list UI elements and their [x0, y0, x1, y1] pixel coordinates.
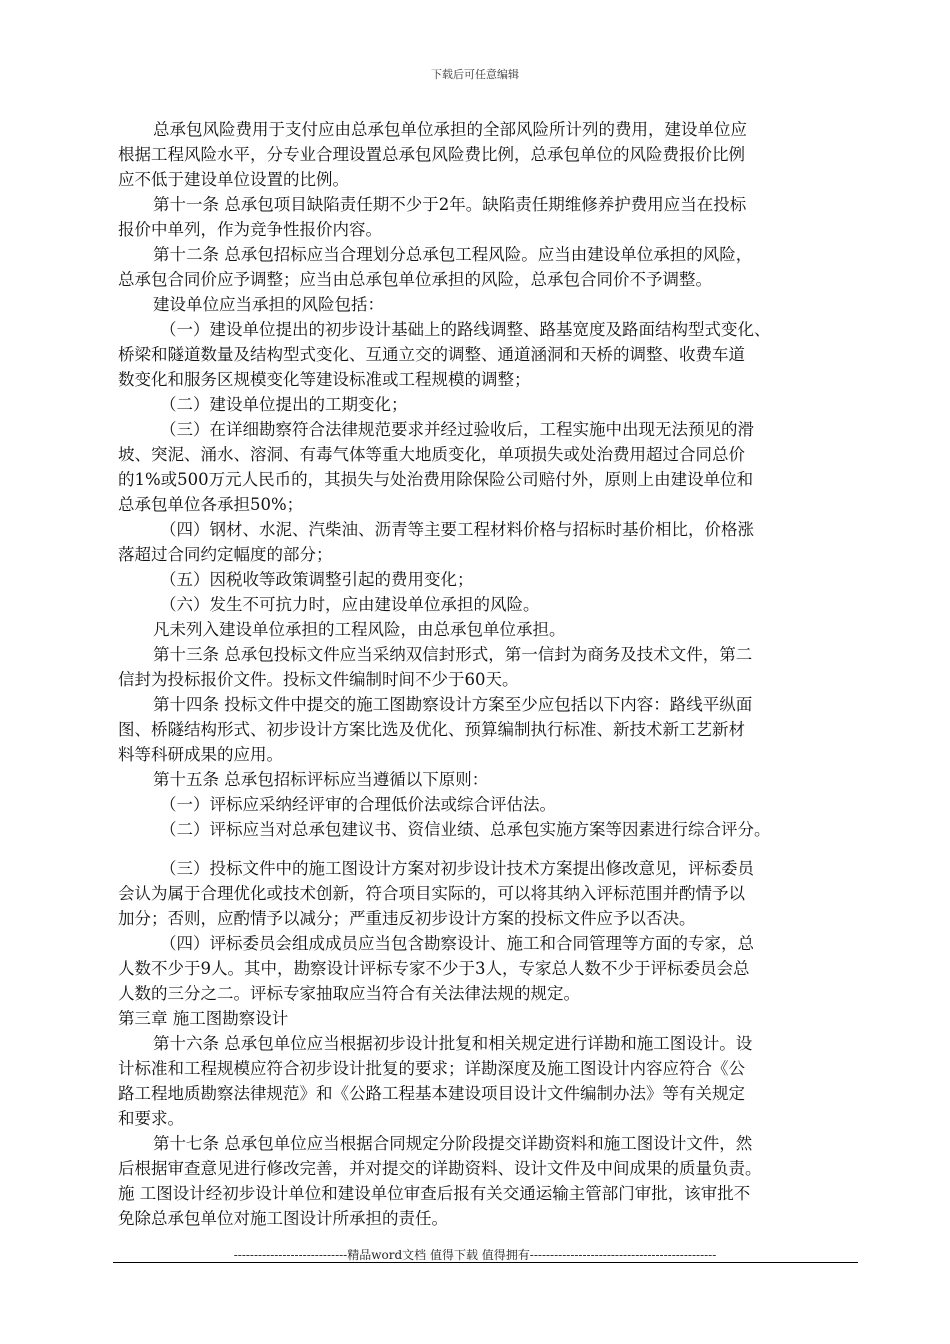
text-line: 图、桥隧结构形式、初步设计方案比选及优化、预算编制执行标准、新技术新工艺新材 — [118, 720, 745, 739]
text-line: 应不低于建设单位设置的比例。 — [118, 170, 349, 189]
text-line: 人数的三分之二。评标专家抽取应当符合有关法律法规的规定。 — [118, 984, 580, 1003]
text-line: 信封为投标报价文件。投标文件编制时间不少于60天。 — [118, 670, 519, 689]
page-footer: ----------------------------精品word文档 值得下载 值得拥有---------------------------------------------- — [233, 1248, 717, 1262]
text-line: 第十七条 总承包单位应当根据合同规定分阶段提交详勘资料和施工图设计文件，然 — [153, 1134, 753, 1153]
text-line: 路工程地质勘察法律规范》和《公路工程基本建设项目设计文件编制办法》等有关规定 — [118, 1084, 745, 1103]
text-line: 建设单位应当承担的风险包括： — [153, 295, 384, 314]
paragraph-gap — [118, 842, 858, 856]
text-line: （三）在详细勘察符合法律规范要求并经过验收后，工程实施中出现无法预见的滑 — [160, 420, 754, 439]
text-line: 的1%或500万元人民币的，其损失与处治费用除保险公司赔付外，原则上由建设单位和 — [118, 470, 754, 489]
text-line: 数变化和服务区规模变化等建设标准或工程规模的调整； — [118, 370, 531, 389]
text-line: 总承包合同价应予调整；应当由总承包单位承担的风险，总承包合同价不予调整。 — [118, 270, 712, 289]
text-line: （四）评标委员会组成成员应当包含勘察设计、施工和合同管理等方面的专家，总 — [160, 934, 754, 953]
text-line: 料等科研成果的应用。 — [118, 745, 283, 764]
text-line: 人数不少于9人。其中，勘察设计评标专家不少于3人，专家总人数不少于评标委员会总 — [118, 959, 750, 978]
text-line: 会认为属于合理优化或技术创新，符合项目实际的，可以将其纳入评标范围并酌情予以 — [118, 884, 745, 903]
text-line: 坡、突泥、涌水、溶洞、有毒气体等重大地质变化，单项损失或处治费用超过合同总价 — [118, 445, 745, 464]
text-line: 总承包风险费用于支付应由总承包单位承担的全部风险所计列的费用，建设单位应 — [153, 120, 747, 139]
text-line: 第十三条 总承包投标文件应当采纳双信封形式，第一信封为商务及技术文件，第二 — [153, 645, 753, 664]
text-line: 报价中单列，作为竞争性报价内容。 — [118, 220, 382, 239]
text-line: （六）发生不可抗力时，应由建设单位承担的风险。 — [160, 595, 540, 614]
text-line: 施 工图设计经初步设计单位和建设单位审查后报有关交通运输主管部门审批，该审批不 — [118, 1184, 751, 1203]
text-line: 第十一条 总承包项目缺陷责任期不少于2年。缺陷责任期维修养护费用应当在投标 — [153, 195, 747, 214]
document-body — [118, 117, 858, 1231]
text-line: 第十二条 总承包招标应当合理划分总承包工程风险。应当由建设单位承担的风险， — [153, 245, 753, 264]
text-line: （四）钢材、水泥、汽柴油、沥青等主要工程材料价格与招标时基价相比，价格涨 — [160, 520, 754, 539]
text-line: 凡未列入建设单位承担的工程风险，由总承包单位承担。 — [153, 620, 566, 639]
text-line: 和要求。 — [118, 1109, 184, 1128]
text-line: （一）评标应采纳经评审的合理低价法或综合评估法。 — [160, 795, 556, 814]
footer-divider — [113, 1262, 858, 1263]
text-line: 桥梁和隧道数量及结构型式变化、互通立交的调整、通道涵洞和天桥的调整、收费车道 — [118, 345, 745, 364]
text-line: （一）建设单位提出的初步设计基础上的路线调整、路基宽度及路面结构型式变化、 — [160, 320, 771, 339]
text-line: （三）投标文件中的施工图设计方案对初步设计技术方案提出修改意见，评标委员 — [160, 859, 754, 878]
page-header: 下载后可任意编辑 — [431, 68, 519, 81]
text-line: 落超过合同约定幅度的部分； — [118, 545, 333, 564]
text-line: （二）评标应当对总承包建议书、资信业绩、总承包实施方案等因素进行综合评分。 — [160, 820, 771, 839]
text-line: 计标准和工程规模应符合初步设计批复的要求；详勘深度及施工图设计内容应符合《公 — [118, 1059, 745, 1078]
text-line: 第十五条 总承包招标评标应当遵循以下原则： — [153, 770, 489, 789]
text-line: 加分；否则，应酌情予以减分；严重违反初步设计方案的投标文件应予以否决。 — [118, 909, 696, 928]
text-line: （五）因税收等政策调整引起的费用变化； — [160, 570, 474, 589]
text-line: （二）建设单位提出的工期变化； — [160, 395, 408, 414]
text-line: 后根据审查意见进行修改完善，并对提交的详勘资料、设计文件及中间成果的质量负责。 — [118, 1159, 762, 1178]
text-line: 总承包单位各承担50%； — [118, 495, 304, 514]
text-line: 第三章 施工图勘察设计 — [118, 1009, 289, 1028]
text-line: 根据工程风险水平，分专业合理设置总承包风险费比例，总承包单位的风险费报价比例 — [118, 145, 745, 164]
text-line: 免除总承包单位对施工图设计所承担的责任。 — [118, 1209, 448, 1228]
text-line: 第十四条 投标文件中提交的施工图勘察设计方案至少应包括以下内容：路线平纵面 — [153, 695, 753, 714]
text-line: 第十六条 总承包单位应当根据初步设计批复和相关规定进行详勘和施工图设计。设 — [153, 1034, 753, 1053]
